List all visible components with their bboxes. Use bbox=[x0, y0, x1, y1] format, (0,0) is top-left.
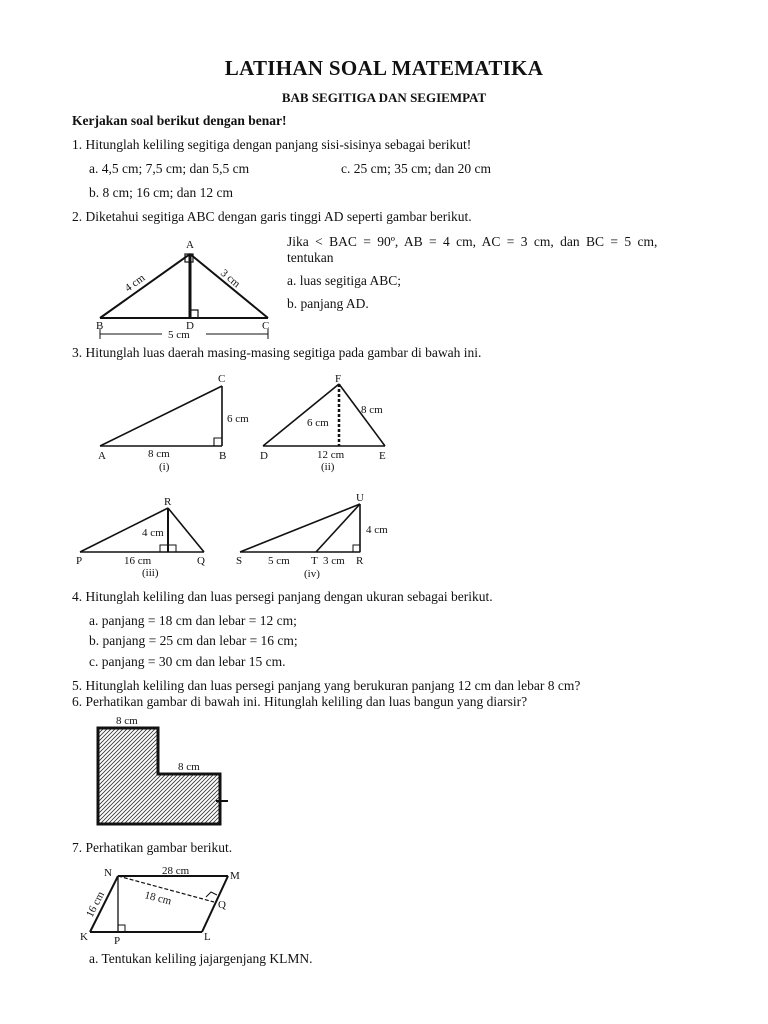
side-bc-label: 5 cm bbox=[168, 329, 190, 341]
vertex-t-label: T bbox=[311, 555, 318, 567]
st-label: 5 cm bbox=[268, 555, 290, 567]
side-ab-label: 4 cm bbox=[122, 271, 148, 295]
caption-i: (i) bbox=[159, 461, 170, 473]
vertex-q-label: Q bbox=[197, 555, 205, 567]
vertex-a-label: A bbox=[98, 450, 106, 462]
vertex-p-label: P bbox=[114, 935, 121, 947]
base-label: 8 cm bbox=[148, 448, 170, 460]
instruction: Kerjakan soal berikut dengan benar! bbox=[72, 113, 287, 128]
vertex-p-label: P bbox=[76, 555, 83, 567]
vertex-m-label: M bbox=[230, 870, 240, 882]
parallelogram-klmn-figure bbox=[78, 862, 248, 952]
side-label: 8 cm bbox=[361, 404, 383, 416]
vertex-d-label: D bbox=[186, 320, 194, 332]
vertex-u-label: U bbox=[356, 492, 364, 504]
question-4-option-c: c. panjang = 30 cm dan lebar 15 cm. bbox=[89, 654, 286, 669]
triangle-abc-figure bbox=[90, 236, 280, 346]
vertex-q-label: Q bbox=[218, 899, 226, 911]
question-4-option-b: b. panjang = 25 cm dan lebar = 16 cm; bbox=[89, 633, 298, 648]
vertex-r-label: R bbox=[164, 496, 172, 508]
height-label: 6 cm bbox=[307, 417, 329, 429]
vertex-d-label: D bbox=[260, 450, 268, 462]
triangle-iii-figure bbox=[72, 494, 222, 584]
height-label: 6 cm bbox=[227, 413, 249, 425]
step-width-label: 8 cm bbox=[178, 761, 200, 773]
segment-nq-label: 18 cm bbox=[143, 889, 173, 908]
vertex-b-label: B bbox=[219, 450, 227, 462]
question-7-part-a: a. Tentukan keliling jajargenjang KLMN. bbox=[89, 951, 313, 966]
question-4-option-a: a. panjang = 18 cm dan lebar = 12 cm; bbox=[89, 613, 297, 628]
page-title: LATIHAN SOAL MATEMATIKA bbox=[224, 56, 544, 80]
side-ac-label: 3 cm bbox=[218, 267, 243, 291]
triangle-ii-figure bbox=[255, 372, 405, 472]
side-nm-label: 28 cm bbox=[162, 865, 190, 877]
question-2-given bbox=[287, 234, 698, 266]
side-ab bbox=[100, 254, 190, 318]
vertex-f-label: F bbox=[335, 373, 342, 385]
side-kn-label: 16 cm bbox=[83, 889, 108, 920]
vertex-n-label: N bbox=[104, 867, 112, 879]
question-4-text: 4. Hitunglah keliling dan luas persegi panjang dengan ukuran sebagai berikut. bbox=[72, 589, 493, 604]
vertex-k-label: K bbox=[80, 931, 88, 943]
tr-label: 3 cm bbox=[323, 555, 345, 567]
vertex-c-label: C bbox=[218, 373, 226, 385]
height-label: 4 cm bbox=[142, 527, 164, 539]
page-subtitle: BAB SEGITIGA DAN SEGIEMPAT bbox=[281, 90, 487, 105]
base-label: 16 cm bbox=[124, 555, 152, 567]
height-label: 4 cm bbox=[366, 524, 388, 536]
side-ac bbox=[190, 254, 268, 318]
caption-ii: (ii) bbox=[321, 461, 335, 473]
question-6-text: 6. Perhatikan gambar di bawah ini. Hitunglah keliling dan luas bangun yang diarsir? bbox=[72, 694, 528, 709]
question-2-given-line1: Jika < BAC = 90º, AB = 4 cm, AC = 3 cm, dan BC = 5 cm, bbox=[287, 234, 658, 249]
caption-iv: (iv) bbox=[304, 568, 320, 580]
question-1-option-c: c. 25 cm; 35 cm; dan 20 cm bbox=[341, 161, 491, 176]
vertex-s-label: S bbox=[236, 555, 243, 567]
vertex-c-label: C bbox=[262, 320, 270, 332]
vertex-l-label: L bbox=[204, 931, 211, 943]
triangle-i-figure bbox=[92, 372, 262, 472]
question-5-text: 5. Hitunglah keliling dan luas persegi panjang yang berukuran panjang 12 cm dan lebar 8 cm? bbox=[72, 678, 581, 693]
question-1-option-b: b. 8 cm; 16 cm; dan 12 cm bbox=[89, 185, 233, 200]
caption-iii: (iii) bbox=[142, 567, 159, 579]
vertex-r-label: R bbox=[356, 555, 364, 567]
vertex-e-label: E bbox=[379, 450, 386, 462]
question-3-text: 3. Hitunglah luas daerah masing-masing segitiga pada gambar di bawah ini. bbox=[72, 345, 482, 360]
vertex-b-label: B bbox=[96, 320, 104, 332]
question-7-text: 7. Perhatikan gambar berikut. bbox=[72, 840, 233, 855]
question-2-given-line2: tentukan bbox=[287, 250, 334, 265]
question-1-option-a: a. 4,5 cm; 7,5 cm; dan 5,5 cm bbox=[89, 161, 250, 176]
shaded-l-shape-figure bbox=[88, 712, 238, 832]
question-1-text: 1. Hitunglah keliling segitiga dengan panjang sisi-sisinya sebagai berikut! bbox=[72, 137, 472, 152]
question-2-part-a: a. luas segitiga ABC; bbox=[287, 273, 401, 288]
base-label: 12 cm bbox=[317, 449, 345, 461]
top-width-label: 8 cm bbox=[116, 715, 138, 727]
triangle-iv-figure bbox=[232, 490, 402, 584]
question-2-part-b: b. panjang AD. bbox=[287, 296, 369, 311]
vertex-a-label: A bbox=[186, 239, 194, 251]
question-2-text: 2. Diketahui segitiga ABC dengan garis tinggi AD seperti gambar berikut. bbox=[72, 209, 472, 224]
